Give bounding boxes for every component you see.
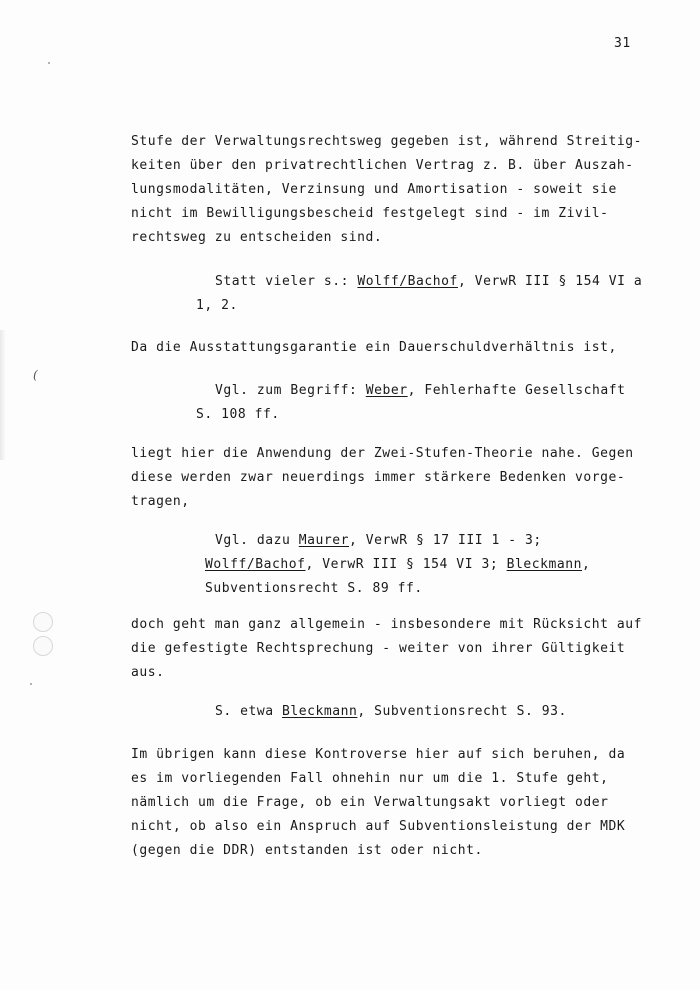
text-line [131, 182, 617, 198]
text-line [215, 533, 542, 549]
text-segment: liegt hier die Anwendung der Zwei-Stufen-Theorie nahe. Gegen [131, 446, 634, 461]
text-line [131, 641, 625, 657]
citation-author: Wolff/Bachof [205, 557, 306, 572]
text-line [131, 446, 634, 462]
text-line [131, 470, 625, 486]
text-segment: S. etwa [215, 704, 283, 719]
text-segment: nicht, ob also ein Anspruch auf Subventionsleistung der MDK [131, 819, 626, 834]
text-segment: lungsmodalitäten, Verzinsung und Amortisation - soweit sie [131, 182, 617, 197]
text-segment: Da die Ausstattungsgarantie ein Dauerschuldverhältnis ist, [131, 340, 617, 355]
text-line [131, 134, 642, 150]
text-segment: nicht im Bewilligungsbescheid festgelegt sind - im Zivil- [131, 206, 609, 221]
scan-speck [30, 683, 32, 685]
text-line [131, 206, 608, 222]
text-segment: S. 108 ff. [196, 407, 280, 422]
text-segment: , VerwR III § 154 VI a [457, 274, 643, 289]
text-line [131, 747, 625, 763]
text-segment: , VerwR § 17 III 1 - 3; [349, 533, 542, 548]
text-segment: , Fehlerhafte Gesellschaft [407, 383, 626, 398]
text-segment: es im vorliegenden Fall ohnehin nur um die 1. Stufe geht, [131, 771, 609, 786]
page-number: 31 [614, 36, 631, 51]
scan-edge-shadow [0, 330, 6, 460]
text-segment: nämlich um die Frage, ob ein Verwaltungsakt vorliegt oder [131, 795, 609, 810]
text-segment: Statt vieler s.: [215, 274, 358, 289]
text-segment: Stufe der Verwaltungsrechtsweg gegeben ist, während Streitig- [131, 134, 642, 149]
text-line [215, 704, 567, 720]
text-line [196, 298, 238, 314]
text-segment: Vgl. zum Begriff: [215, 383, 366, 398]
text-segment: keiten über den privatrechtlichen Vertrag z. B. über Auszah- [131, 158, 634, 173]
text-line [131, 665, 165, 681]
text-segment: (gegen die DDR) entstanden ist oder nicht. [131, 843, 483, 858]
text-line [131, 771, 608, 787]
citation-author: Bleckmann [282, 704, 358, 719]
text-segment: aus. [131, 665, 165, 680]
text-segment: Vgl. dazu [215, 533, 299, 548]
text-line [131, 819, 625, 835]
citation-author: Maurer [298, 533, 350, 548]
text-line [131, 843, 483, 859]
text-line [131, 340, 617, 356]
text-segment: Im übrigen kann diese Kontroverse hier auf sich beruhen, da [131, 747, 626, 762]
text-segment: , Subventionsrecht S. 93. [357, 704, 567, 719]
text-segment: Subventionsrecht S. 89 ff. [205, 581, 423, 596]
text-segment: doch geht man ganz allgemein - insbesondere mit Rücksicht auf [131, 617, 642, 632]
scan-speck [48, 62, 50, 64]
text-segment: , VerwR III § 154 VI 3; [305, 557, 507, 572]
text-line [131, 795, 608, 811]
text-line [205, 581, 423, 597]
text-line [215, 274, 642, 290]
text-line [131, 230, 382, 246]
text-segment: diese werden zwar neuerdings immer stärkere Bedenken vorge- [131, 470, 626, 485]
text-segment: die gefestigte Rechtsprechung - weiter von ihrer Gültigkeit [131, 641, 626, 656]
citation-author: Weber [365, 383, 408, 398]
text-segment: tragen, [131, 494, 190, 509]
text-line [131, 494, 190, 510]
text-segment: rechtsweg zu entscheiden sind. [131, 230, 383, 245]
margin-mark: ( [33, 368, 38, 382]
text-line [131, 617, 642, 633]
text-line [205, 557, 590, 573]
text-line [215, 383, 625, 399]
citation-author: Wolff/Bachof [357, 274, 458, 289]
text-line [131, 158, 634, 174]
punch-hole-mark [33, 636, 53, 656]
text-segment: , [581, 557, 591, 572]
punch-hole-mark [33, 612, 53, 632]
text-segment: 1, 2. [196, 298, 238, 313]
citation-author: Bleckmann [506, 557, 582, 572]
text-line [196, 407, 280, 423]
